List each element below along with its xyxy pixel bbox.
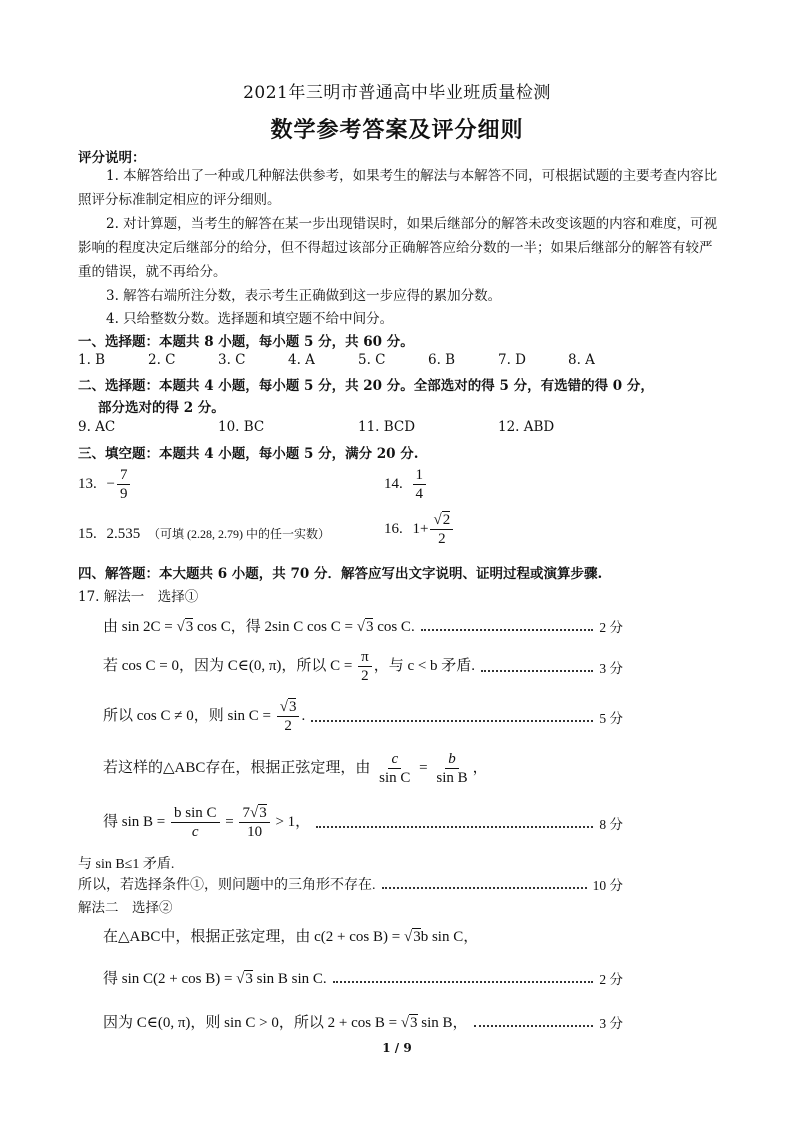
grading-item-4: 4. 只给整数分数。选择题和填空题不给中间分。 xyxy=(106,311,394,327)
l5-part-b: > 1， xyxy=(271,813,311,830)
q16-fraction xyxy=(430,511,453,548)
q15-answer xyxy=(78,524,330,544)
answer-1: 1. B xyxy=(78,352,106,368)
m2l2-root: 3 xyxy=(245,971,253,987)
q14-fraction xyxy=(413,466,427,503)
dot-leader xyxy=(474,1025,594,1027)
l4-eq: = xyxy=(415,759,432,776)
q16-num xyxy=(430,511,453,530)
l2-num: π xyxy=(358,648,372,667)
solution-line-7-text: 所以，若选择条件①，则问题中的三角形不存在. xyxy=(78,878,376,893)
page-number: 1 / 9 xyxy=(382,1041,412,1055)
l4-f2-num: b xyxy=(445,750,459,769)
q16-label: 16. xyxy=(384,520,403,537)
document-title: 2021年三明市普通高中毕业班质量检测 xyxy=(243,83,551,103)
l4-part-a: 若这样的△ABC存在，根据正弦定理，由 xyxy=(103,759,375,776)
solution-line-1 xyxy=(103,615,623,636)
sqrt-symbol: √ xyxy=(236,971,245,987)
answer-6: 6. B xyxy=(428,352,456,368)
q13-sign: − xyxy=(106,475,115,492)
score-m2l3: 3 分 xyxy=(599,1015,623,1031)
score-l2: 3 分 xyxy=(599,660,623,676)
solution-line-2 xyxy=(103,648,623,685)
m2l3-part-b: sin B， xyxy=(417,1015,468,1031)
solution-line-6: 与 sin B≤1 矛盾. xyxy=(78,857,175,872)
solution-line-7 xyxy=(78,874,623,894)
score-l1: 2 分 xyxy=(599,619,623,635)
l5-fraction-1 xyxy=(171,804,220,841)
solution-line-1-text xyxy=(103,615,415,636)
answer-11: 11. BCD xyxy=(358,419,416,435)
solution-line-2-text xyxy=(103,648,475,685)
l5-fraction-2 xyxy=(239,804,269,841)
l4-f1-den: sin C xyxy=(379,770,411,786)
l5-f2-num xyxy=(239,804,269,823)
l3-fraction xyxy=(277,698,300,735)
q16-radicand: 2 xyxy=(442,512,451,528)
l3-den: 2 xyxy=(284,718,292,734)
l1-part-a: 由 sin 2C = xyxy=(103,619,177,635)
method2-line-1-text xyxy=(103,925,478,946)
q13-label: 13. xyxy=(78,475,97,492)
solution-line-5-text xyxy=(103,804,310,841)
score-l3: 5 分 xyxy=(599,710,623,726)
dot-leader xyxy=(481,670,593,672)
answer-4: 4. A xyxy=(288,352,315,368)
q16-prefix: 1+ xyxy=(412,520,429,537)
solution-line-5 xyxy=(103,804,623,841)
sqrt-symbol: √ xyxy=(403,929,413,945)
q15-value: 2.535 xyxy=(106,526,141,542)
l4-f1-num: c xyxy=(388,750,401,769)
m2l1-part-b: b sin C， xyxy=(420,929,479,945)
q16-den: 2 xyxy=(438,531,446,547)
q16-answer xyxy=(384,511,455,548)
grading-item-2: 2. 对计算题，当考生的解答在某一步出现错误时，如果后继部分的解答未改变该题的内容和难度，可视影响的程度决定后继部分的给分，但不得超过该部分正确解答应给分数的一半；如果后继部分的解答有较严重的错误，就不再给分。 xyxy=(78,216,718,280)
l4-fraction-1 xyxy=(376,750,413,787)
q13-den: 9 xyxy=(119,486,128,502)
score-l5: 8 分 xyxy=(599,816,623,832)
dot-leader xyxy=(311,720,593,722)
l1-root-2: 3 xyxy=(365,619,374,635)
answer-10: 10. BC xyxy=(218,419,265,435)
answer-8: 8. A xyxy=(568,352,595,368)
q13-num: 7 xyxy=(117,466,131,485)
section4-heading: 四、解答题：本大题共 6 小题，共 70 分．解答应写出文字说明、证明过程或演算步骤. xyxy=(78,566,603,582)
answer-7: 7. D xyxy=(498,352,526,368)
solution-line-4-text xyxy=(103,750,488,787)
dot-leader xyxy=(382,887,587,889)
sqrt-symbol: √ xyxy=(249,805,259,821)
section1-heading: 一、选择题：本题共 8 小题，每小题 5 分，共 60 分。 xyxy=(78,334,414,350)
l5-f1-num: b sin C xyxy=(171,804,220,823)
l5-f1-den: c xyxy=(191,824,199,840)
m2l2-part-b: sin B sin C. xyxy=(252,971,327,987)
q14-label: 14. xyxy=(384,475,403,492)
l3-part-a: 所以 cos C ≠ 0，则 sin C = xyxy=(103,707,275,724)
score-m2l2: 2 分 xyxy=(599,971,623,987)
grading-heading: 评分说明： xyxy=(78,150,146,166)
method2-line-3-text xyxy=(103,1011,468,1032)
l3-root: 3 xyxy=(288,699,297,715)
q14-answer xyxy=(384,466,428,503)
method2-line-2-text xyxy=(103,967,327,988)
answer-3: 3. C xyxy=(218,352,246,368)
sqrt-symbol: √ xyxy=(400,1015,410,1031)
m2l3-part-a: 因为 C∈(0, π)，则 sin C > 0，所以 2 + cos B = xyxy=(103,1015,401,1031)
l5-f2-coef: 7 xyxy=(242,805,250,821)
dot-leader xyxy=(421,629,594,631)
dot-leader xyxy=(333,981,594,983)
answer-9: 9. AC xyxy=(78,419,116,435)
grading-item-1: 1. 本解答给出了一种或几种解法供参考，如果考生的解法与本解答不同，可根据试题的主要考查内容比照评分标准制定相应的评分细则。 xyxy=(78,168,718,208)
solution-line-3 xyxy=(103,698,623,735)
answer-5: 5. C xyxy=(358,352,386,368)
section2-heading-cont: 部分选对的得 2 分。 xyxy=(98,400,225,416)
sqrt-symbol: √ xyxy=(279,699,288,715)
sqrt-symbol: √ xyxy=(176,619,185,635)
q15-label: 15. xyxy=(78,526,97,542)
l4-part-b: ， xyxy=(472,759,488,776)
l1-part-e: cos C. xyxy=(373,619,415,635)
m2l1-root: 3 xyxy=(413,929,421,945)
m2l3-root: 3 xyxy=(410,1015,418,1031)
m2l2-part-a: 得 sin C(2 + cos B) = xyxy=(103,971,237,987)
l1-root: 3 xyxy=(185,619,194,635)
l3-part-b: . xyxy=(301,707,306,724)
dot-leader xyxy=(316,826,593,828)
l5-f2-root: 3 xyxy=(259,805,267,821)
q14-num: 1 xyxy=(413,466,427,485)
document-subtitle: 数学参考答案及评分细则 xyxy=(270,117,524,143)
l5-part-a: 得 sin B = xyxy=(103,813,169,830)
section2-heading: 二、选择题：本题共 4 小题，每小题 5 分，共 20 分。全部选对的得 5 分，有选错的得 0 分， xyxy=(78,378,654,394)
score-l7: 10 分 xyxy=(592,878,623,893)
sqrt-symbol: √ xyxy=(433,512,442,528)
answer-12: 12. ABD xyxy=(498,419,555,435)
l4-f2-den: sin B xyxy=(436,770,468,786)
q13-fraction xyxy=(117,466,131,503)
l2-fraction xyxy=(358,648,372,685)
l5-f2-den: 10 xyxy=(247,824,263,840)
section2-answers xyxy=(78,419,718,435)
l5-eq: = xyxy=(221,813,238,830)
method2-line-3 xyxy=(103,1011,623,1032)
m2l1-part-a: 在△ABC中，根据正弦定理，由 c(2 + cos B) = xyxy=(103,929,404,945)
sqrt-symbol: √ xyxy=(356,619,365,635)
l4-fraction-2 xyxy=(433,750,470,787)
q17-method1-label: 17. 解法一 选择① xyxy=(78,589,199,605)
method2-line-1 xyxy=(103,925,623,946)
solution-line-3-text xyxy=(103,698,305,735)
section3-heading: 三、填空题：本题共 4 小题，每小题 5 分，满分 20 分. xyxy=(78,446,419,462)
q14-den: 4 xyxy=(415,486,423,502)
grading-item-3: 3. 解答右端所注分数，表示考生正确做到这一步应得的累加分数。 xyxy=(106,288,502,304)
l2-part-b: ，与 c < b 矛盾. xyxy=(373,657,476,674)
q13-answer xyxy=(78,466,132,503)
method2-line-2 xyxy=(103,967,623,988)
l2-part-a: 若 cos C = 0，因为 C∈(0, π)，所以 C = xyxy=(103,657,357,674)
l1-part-c: cos C，得 2sin C cos C = xyxy=(193,619,357,635)
l2-den: 2 xyxy=(361,668,369,684)
l3-num xyxy=(277,698,300,717)
section1-answers xyxy=(78,352,718,368)
answer-2: 2. C xyxy=(148,352,176,368)
solution-line-4 xyxy=(103,750,623,787)
q17-method2-label: 解法二 选择② xyxy=(78,900,173,916)
q15-note: （可填 (2.28, 2.79) 中的任一实数） xyxy=(148,527,330,541)
